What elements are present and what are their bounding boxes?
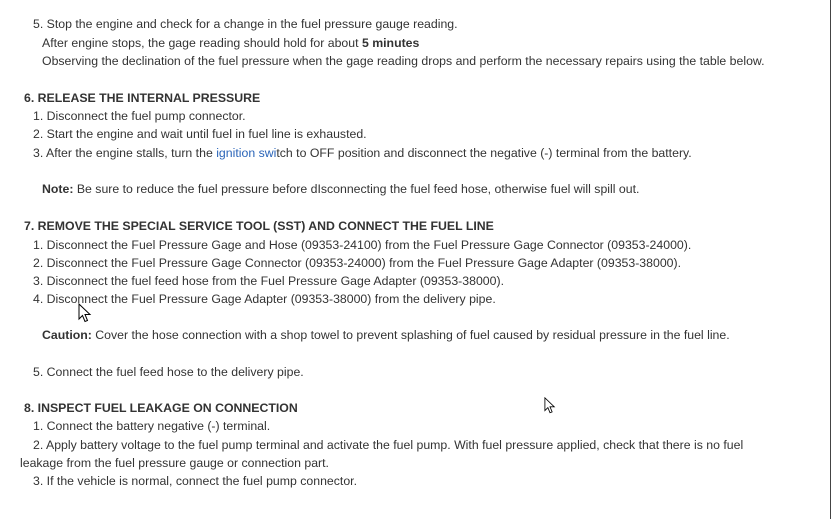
note-label: Note: (42, 182, 74, 196)
mouse-pointer-icon (544, 397, 556, 414)
step-5-hold-text: After engine stops, the gage reading should hold for about (42, 36, 362, 50)
section-8-item-2-line-2: leakage from the fuel pressure gauge or connection part. (20, 456, 329, 470)
section-6-item-1: 1. Disconnect the fuel pump connector. (33, 109, 246, 123)
section-7-caution (42, 327, 730, 343)
section-7-item-4: 4. Disconnect the Fuel Pressure Gage Adapter (09353-38000) from the delivery pipe. (33, 292, 496, 306)
step-5-observe-line: Observing the declination of the fuel pressure when the gage reading drops and perform the necessary repairs using the table below. (42, 54, 765, 68)
mouse-pointer-icon (78, 303, 92, 323)
section-7-item-2: 2. Disconnect the Fuel Pressure Gage Connector (09353-24000) from the Fuel Pressure Gage Adapter (09353-38000). (33, 256, 682, 270)
section-6-item-3-suffix: tch to OFF position and disconnect the negative (-) terminal from the battery. (276, 146, 692, 160)
section-7-heading: 7. REMOVE THE SPECIAL SERVICE TOOL (SST) AND CONNECT THE FUEL LINE (24, 219, 494, 233)
step-5-hold-duration: 5 minutes (361, 36, 420, 50)
section-6-heading: 6. RELEASE THE INTERNAL PRESSURE (24, 91, 261, 105)
caution-text: Cover the hose connection with a shop towel to prevent splashing of fuel caused by residual pressure in the fuel line. (91, 328, 730, 342)
note-text: Be sure to reduce the fuel pressure before dIsconnecting the fuel feed hose, otherwise fuel will spill out. (73, 182, 640, 196)
section-8-item-3: 3. If the vehicle is normal, connect the fuel pump connector. (33, 474, 358, 488)
section-6-item-2: 2. Start the engine and wait until fuel in fuel line is exhausted. (33, 127, 367, 141)
section-8-heading: 8. INSPECT FUEL LEAKAGE ON CONNECTION (24, 401, 298, 415)
caution-label: Caution: (42, 328, 92, 342)
section-7-item-1: 1. Disconnect the Fuel Pressure Gage and Hose (09353-24100) from the Fuel Pressure Gage Connector (09353-24000). (33, 238, 692, 252)
section-8-item-2-line-1: 2. Apply battery voltage to the fuel pump terminal and activate the fuel pump. With fuel pressure applied, check that there is no fuel (33, 438, 744, 452)
step-5-item: 5. Stop the engine and check for a change in the fuel pressure gauge reading. (33, 17, 458, 31)
ignition-switch-link[interactable]: ignition swi (216, 146, 277, 160)
section-6-item-3 (33, 145, 692, 161)
section-6-item-3-prefix: 3. After the engine stalls, turn the (33, 146, 217, 160)
section-6-note (42, 181, 639, 197)
section-8-item-1: 1. Connect the battery negative (-) terminal. (33, 419, 271, 433)
step-5-hold-line (42, 35, 419, 51)
section-7-item-3: 3. Disconnect the fuel feed hose from the Fuel Pressure Gage Adapter (09353-38000). (33, 274, 504, 288)
section-7-item-5: 5. Connect the fuel feed hose to the delivery pipe. (33, 365, 304, 379)
